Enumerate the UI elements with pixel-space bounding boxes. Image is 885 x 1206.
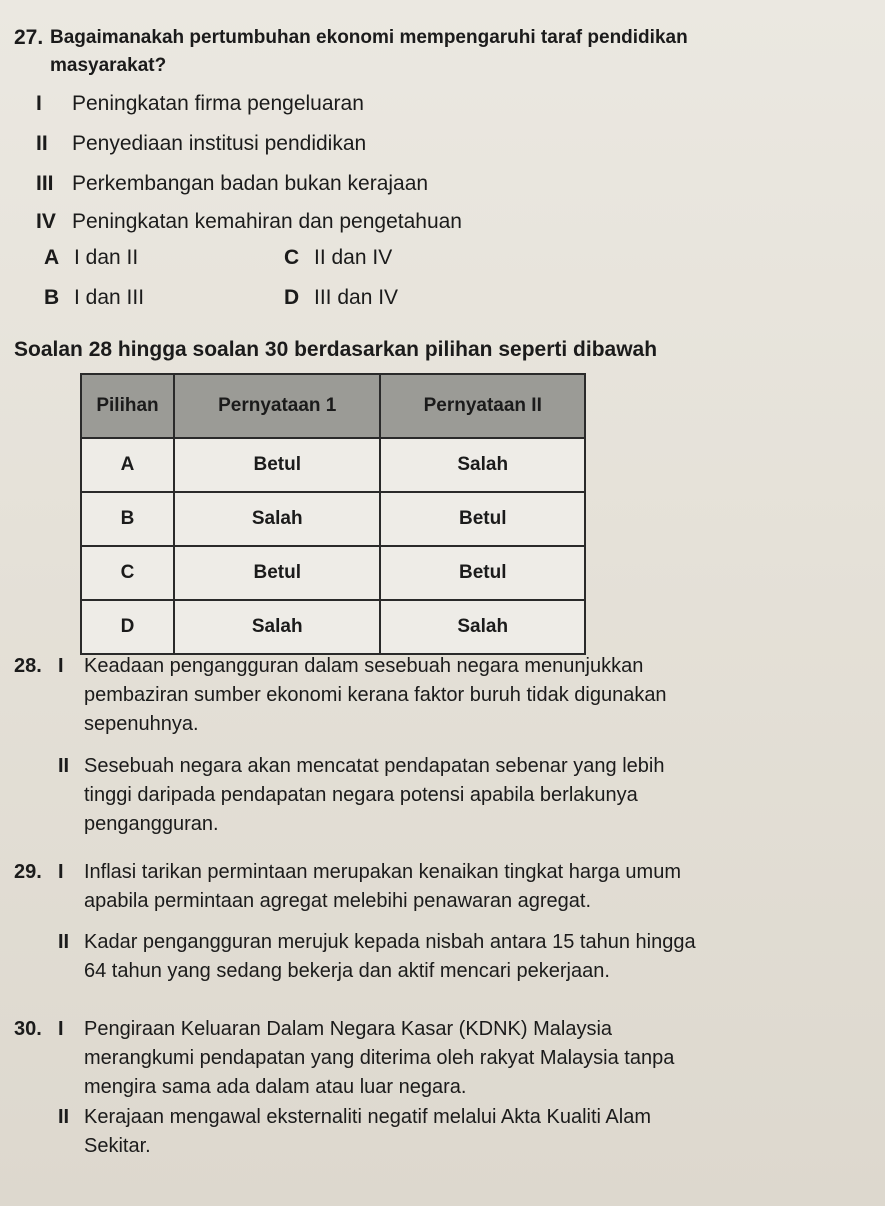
table-row [81, 600, 585, 654]
statement-I-text [84, 652, 844, 739]
table-cell: A [81, 438, 174, 492]
statement-line: Pengiraan Keluaran Dalam Negara Kasar (KDNK) Malaysia [84, 1018, 613, 1040]
option-c[interactable] [284, 246, 392, 270]
option-text: II dan IV [314, 246, 393, 269]
statement-line: 64 tahun yang sedang bekerja dan aktif mencari pekerjaan. [84, 960, 610, 982]
statement-line: Sesebuah negara akan mencatat pendapatan sebenar yang lebih [84, 755, 665, 777]
table-cell: Betul [174, 546, 380, 600]
option-a[interactable] [44, 246, 138, 270]
table-cell: Salah [380, 600, 585, 654]
table-cell: B [81, 492, 174, 546]
option-letter: A [44, 246, 60, 269]
statement-II [36, 130, 366, 158]
table-cell: Salah [174, 492, 380, 546]
roman-numeral: II [58, 931, 70, 953]
statement-line: pengangguran. [84, 813, 219, 835]
statement-line: Keadaan pengangguran dalam sesebuah negara menunjukkan [84, 655, 644, 677]
statement-line: Sekitar. [84, 1135, 151, 1157]
statement-line: Kadar pengangguran merujuk kepada nisbah antara 15 tahun hingga [84, 931, 696, 953]
statement-line: sepenuhnya. [84, 713, 199, 735]
option-text: I dan II [74, 246, 139, 269]
statement-II-text [84, 928, 844, 986]
statement-I [36, 90, 364, 118]
roman-numeral: II [58, 755, 70, 777]
statement-text: Penyediaan institusi pendidikan [72, 132, 367, 155]
statement-II-text [84, 752, 844, 839]
roman-numeral: II [36, 132, 48, 155]
roman-numeral: I [36, 92, 42, 115]
roman-numeral: I [58, 861, 64, 883]
option-text: I dan III [74, 286, 145, 309]
table-cell: Betul [174, 438, 380, 492]
roman-numeral: I [58, 1018, 64, 1040]
choice-table [80, 373, 586, 655]
statement-IV [36, 208, 462, 236]
statement-line: tinggi daripada pendapatan negara potensi apabila berlakunya [84, 784, 638, 806]
question-number: 27. [14, 26, 44, 49]
table-cell: Salah [380, 438, 585, 492]
option-d[interactable] [284, 286, 398, 310]
statement-line: merangkumi pendapatan yang diterima oleh rakyat Malaysia tanpa [84, 1047, 675, 1069]
question-text-line: masyarakat? [50, 55, 167, 76]
column-header: Pernyataan II [380, 374, 585, 438]
table-cell: Betul [380, 492, 585, 546]
statement-text: Peningkatan firma pengeluaran [72, 92, 364, 115]
question-text-line: Bagaimanakah pertumbuhan ekonomi mempengaruhi taraf pendidikan [50, 27, 688, 48]
statement-line: Inflasi tarikan permintaan merupakan kenaikan tingkat harga umum [84, 861, 681, 883]
column-header: Pilihan [81, 374, 174, 438]
statement-I-text [84, 858, 844, 916]
statement-line: Kerajaan mengawal eksternaliti negatif melalui Akta Kualiti Alam [84, 1106, 651, 1128]
statement-I-text [84, 1015, 844, 1102]
statement-line: apabila permintaan agregat melebihi penawaran agregat. [84, 890, 592, 912]
statement-III [36, 170, 428, 198]
statement-II-text [84, 1103, 844, 1161]
statement-text: Peningkatan kemahiran dan pengetahuan [72, 210, 462, 233]
roman-numeral: II [58, 1106, 70, 1128]
option-b[interactable] [44, 286, 144, 310]
question-number: 28. [14, 655, 42, 677]
table-cell: C [81, 546, 174, 600]
table-row [81, 438, 585, 492]
table-header-row [81, 374, 585, 438]
table-cell: D [81, 600, 174, 654]
option-text: III dan IV [314, 286, 399, 309]
table-cell: Salah [174, 600, 380, 654]
option-letter: C [284, 246, 300, 269]
question-number: 29. [14, 861, 42, 883]
roman-numeral: IV [36, 210, 56, 233]
statement-line: mengira sama ada dalam atau luar negara. [84, 1076, 467, 1098]
table-row [81, 492, 585, 546]
roman-numeral: I [58, 655, 64, 677]
section-title: Soalan 28 hingga soalan 30 berdasarkan pilihan seperti dibawah [14, 338, 658, 361]
question-number: 30. [14, 1018, 42, 1040]
option-letter: D [284, 286, 300, 309]
table-cell: Betul [380, 546, 585, 600]
statement-text: Perkembangan badan bukan kerajaan [72, 172, 429, 195]
table-row [81, 546, 585, 600]
option-letter: B [44, 286, 60, 309]
roman-numeral: III [36, 172, 54, 195]
statement-line: pembaziran sumber ekonomi kerana faktor buruh tidak digunakan [84, 684, 667, 706]
column-header: Pernyataan 1 [174, 374, 380, 438]
